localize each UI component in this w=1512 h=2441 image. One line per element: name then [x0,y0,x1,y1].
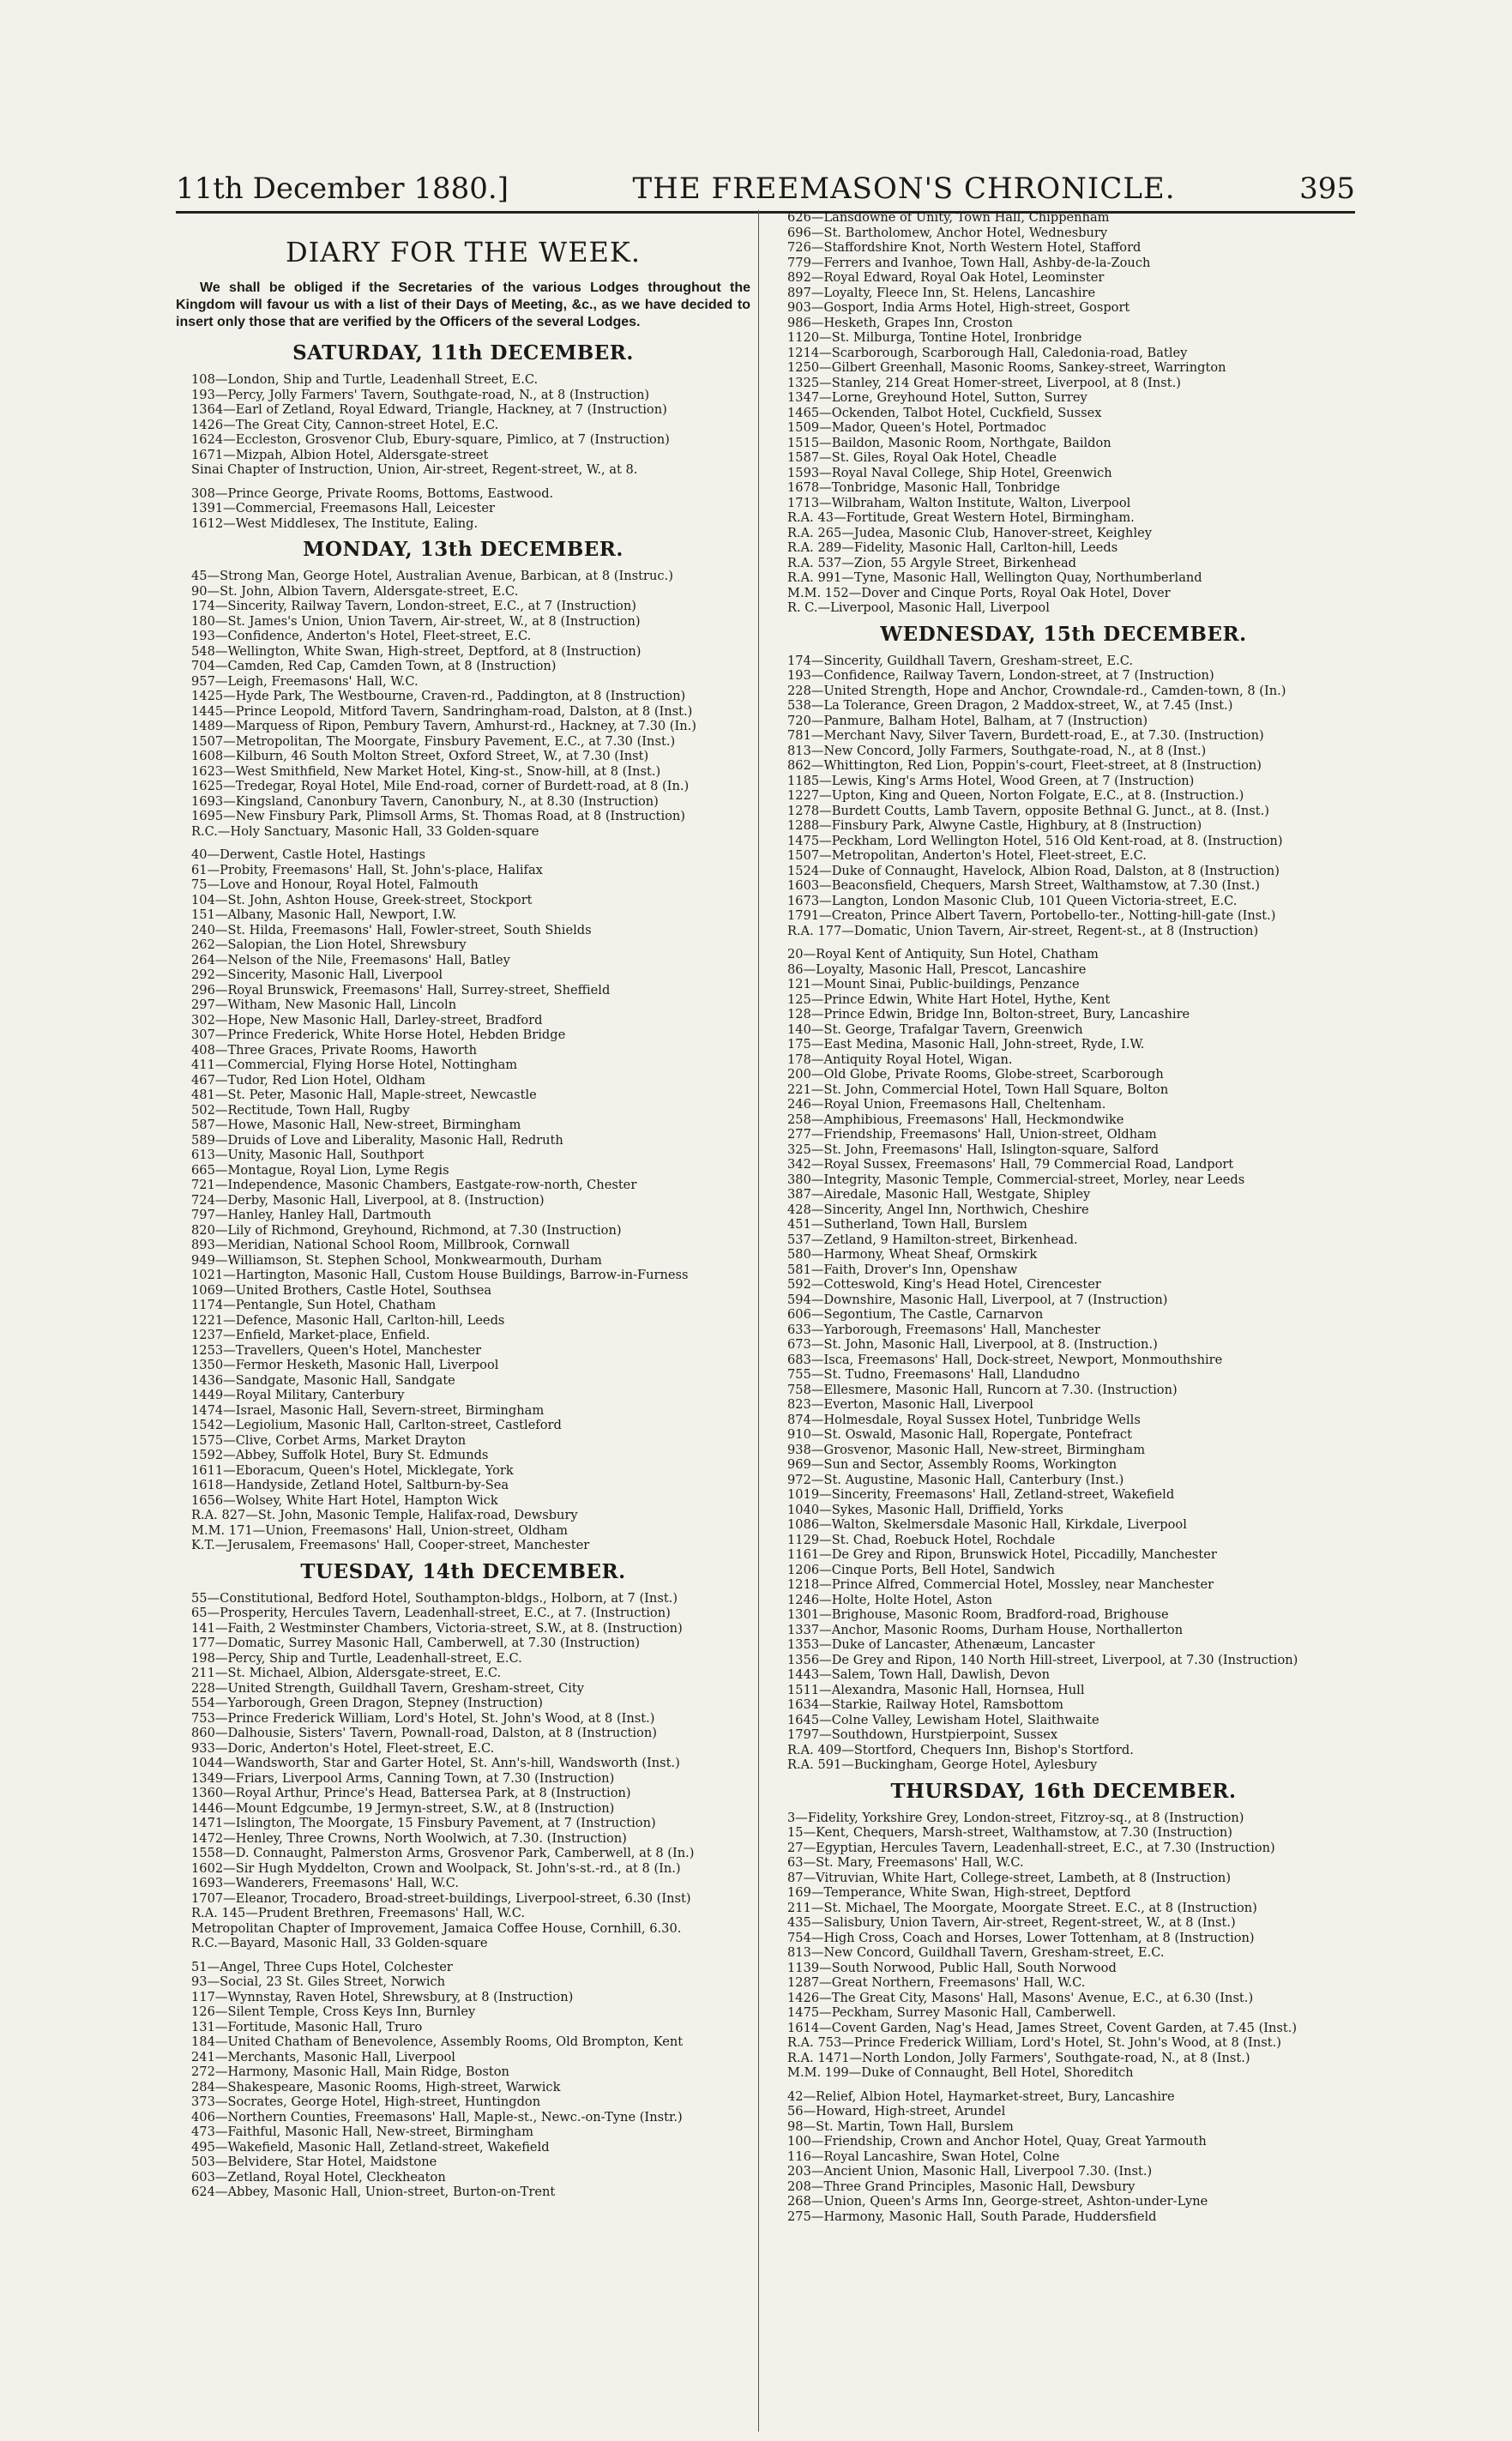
lodge-entry: 121—Mount Sinai, Public-buildings, Penzance [787,977,1080,991]
lodge-entry: 200—Old Globe, Private Rooms, Globe-street, Scarborough [787,1067,1164,1082]
lodge-entry: 481—St. Peter, Masonic Hall, Maple-street, Newcastle [191,1088,537,1102]
lodge-entry: R.A. 827—St. John, Masonic Temple, Halifax-road, Dewsbury [191,1508,578,1522]
lodge-entry: 1288—Finsbury Park, Alwyne Castle, Highbury, at 8 (Instruction) [787,818,1202,833]
lodge-entry: 1425—Hyde Park, The Westbourne, Craven-rd., Paddington, at 8 (Instruction) [191,689,686,703]
lodge-entry: 126—Silent Temple, Cross Keys Inn, Burnley [191,2004,476,2019]
lodge-entry: 1250—Gilbert Greenhall, Masonic Rooms, Sankey-street, Warrington [787,360,1226,375]
lodge-entry: R. C.—Liverpool, Masonic Hall, Liverpool [787,600,1050,615]
lodge-entry: 308—Prince George, Private Rooms, Bottoms, Eastwood. [191,485,554,501]
lodge-list [176,372,750,478]
lodge-entry: K.T.—Jerusalem, Freemasons' Hall, Cooper-street, Manchester [191,1538,590,1552]
lodge-entry: 1446—Mount Edgcumbe, 19 Jermyn-street, S.W., at 8 (Instruction) [191,1800,615,1816]
lodge-entry: 726—Staffordshire Knot, North Western Hotel, Stafford [787,240,1142,255]
lodge-entry: 781—Merchant Navy, Silver Tavern, Burdett-road, E., at 7.30. (Instruction) [787,728,1264,743]
lodge-entry: 1019—Sincerity, Freemasons' Hall, Zetland-street, Wakefield [787,1487,1175,1502]
lodge-entry: 933—Doric, Anderton's Hotel, Fleet-street, E.C. [191,1740,495,1756]
day-heading-tuesday: TUESDAY, 14th DECEMBER. [300,1559,626,1583]
lodge-entry: Metropolitan Chapter of Improvement, Jamaica Coffee House, Cornhill, 6.30. [191,1920,682,1936]
lodge-entry: 897—Loyalty, Fleece Inn, St. Helens, Lancashire [787,285,1096,300]
lodge-entry: 151—Albany, Masonic Hall, Newport, I.W. [191,907,457,922]
lodge-entry: 1791—Creaton, Prince Albert Tavern, Portobello-ter., Notting-hill-gate (Inst.) [787,908,1276,923]
lodge-entry: R.A. 753—Prince Frederick William, Lord's Hotel, St. John's Wood, at 8 (Inst.) [787,2035,1281,2050]
lodge-entry: 435—Salisbury, Union Tavern, Air-street, Regent-street, W., at 8 (Inst.) [787,1915,1236,1930]
lodge-entry: 406—Northern Counties, Freemasons' Hall, Maple-st., Newc.-on-Tyne (Instr.) [191,2109,683,2125]
lodge-entry: 1325—Stanley, 214 Great Homer-street, Liverpool, at 8 (Inst.) [787,375,1181,390]
lodge-entry: R.A. 409—Stortford, Chequers Inn, Bishop's Stortford. [787,1742,1134,1757]
lodge-list [772,2089,1355,2225]
lodge-entry: 297—Witham, New Masonic Hall, Lincoln [191,997,457,1012]
lodge-entry: 1673—Langton, London Masonic Club, 101 Queen Victoria-street, E.C. [787,893,1238,908]
lodge-entry: 140—St. George, Trafalgar Tavern, Greenwich [787,1022,1083,1037]
lodge-entry: 860—Dalhousie, Sisters' Tavern, Pownall-road, Dalston, at 8 (Instruction) [191,1726,657,1740]
lodge-entry: 1445—Prince Leopold, Mitford Tavern, Sandringham-road, Dalston, at 8 (Inst.) [191,703,693,719]
lodge-entry: 1608—Kilburn, 46 South Molton Street, Oxford Street, W., at 7.30 (Inst) [191,749,649,763]
lodge-entry: 1044—Wandsworth, Star and Garter Hotel, St. Ann's-hill, Wandsworth (Inst.) [191,1756,680,1770]
lodge-entry: 184—United Chatham of Benevolence, Assembly Rooms, Old Brompton, Kent [191,2034,684,2049]
lodge-entry: 538—La Tolerance, Green Dragon, 2 Maddox-street, W., at 7.45 (Inst.) [787,698,1233,713]
lodge-entry: 1465—Ockenden, Talbot Hotel, Cuckfield, Sussex [787,405,1102,420]
lodge-entry: 1185—Lewis, King's Arms Hotel, Wood Green, at 7 (Instruction) [787,773,1195,788]
lodge-entry: 755—St. Tudno, Freemasons' Hall, Llandudno [787,1367,1081,1382]
lodge-entry: 1356—De Grey and Ripon, 140 North Hill-street, Liverpool, at 7.30 (Instruction) [787,1652,1298,1667]
lodge-entry: 1471—Islington, The Moorgate, 15 Finsbury Pavement, at 7 (Instruction) [191,1816,656,1830]
diary-intro: We shall be obliged if the Secretaries of the various Lodges throughout the Kingdom will favour us with a list of their Days of Meeting, &c., as we have decided to insert only those that are verified by the Officers of the several Lodges. [176,280,750,329]
lodge-entry: 1623—West Smithfield, New Market Hotel, King-st., Snow-hill, at 8 (Inst.) [191,763,661,779]
day-heading-thursday: THURSDAY, 16th DECEMBER. [890,1779,1237,1803]
lodge-entry: 87—Vitruvian, White Hart, College-street, Lambeth, at 8 (Instruction) [787,1870,1232,1885]
lodge-entry: 272—Harmony, Masonic Hall, Main Ridge, Boston [191,2064,509,2079]
lodge-entry: 1524—Duke of Connaught, Havelock, Albion Road, Dalston, at 8 (Instruction) [787,863,1280,878]
lodge-entry: 1575—Clive, Corbet Arms, Market Drayton [191,1432,467,1448]
lodge-entry: 1349—Friars, Liverpool Arms, Canning Town, at 7.30 (Instruction) [191,1770,615,1786]
lodge-entry: 606—Segontium, The Castle, Carnarvon [787,1307,1044,1322]
saturday-entries [176,372,750,531]
lodge-entry: 411—Commercial, Flying Horse Hotel, Nottingham [191,1058,518,1072]
lodge-entry: 90—St. John, Albion Tavern, Aldersgate-street, E.C. [191,583,519,599]
lodge-entry: 292—Sincerity, Masonic Hall, Liverpool [191,967,443,982]
lodge-entry: 104—St. John, Ashton House, Greek-street, Stockport [191,892,533,907]
lodge-entry: 813—New Concord, Guildhall Tavern, Gresham-street, E.C. [787,1945,1165,1960]
publication-title: THE FREEMASON'S CHRONICLE. [632,172,1176,206]
lodge-entry: 1253—Travellers, Queen's Hotel, Manchester [191,1342,482,1358]
lodge-entry: 473—Faithful, Masonic Hall, New-street, Birmingham [191,2125,533,2139]
lodge-entry: 862—Whittington, Red Lion, Poppin's-court, Fleet-street, at 8 (Instruction) [787,758,1262,773]
lodge-list [772,654,1355,939]
lodge-entry: 589—Druids of Love and Liberality, Masonic Hall, Redruth [191,1132,563,1148]
lodge-entry: 1353—Duke of Lancaster, Athenæum, Lancaster [787,1637,1095,1652]
lodge-entry: 108—London, Ship and Turtle, Leadenhall Street, E.C. [191,372,539,387]
lodge-entry: 721—Independence, Masonic Chambers, Eastgate-row-north, Chester [191,1178,637,1192]
lodge-entry: 580—Harmony, Wheat Sheaf, Ormskirk [787,1247,1038,1262]
lodge-entry: 633—Yarborough, Freemasons' Hall, Manchester [787,1322,1100,1337]
lodge-entry: 63—St. Mary, Freemasons' Hall, W.C. [787,1855,1024,1870]
lodge-entry: 626—Lansdowne of Unity, Town Hall, Chippenham [787,210,1110,225]
lodge-entry: 1558—D. Connaught, Palmerston Arms, Grosvenor Park, Camberwell, at 8 (In.) [191,1846,695,1860]
lodge-entry: 724—Derby, Masonic Hall, Liverpool, at 8. (Instruction) [191,1192,545,1208]
lodge-entry: 696—St. Bartholomew, Anchor Hotel, Wednesbury [787,225,1108,240]
lodge-entry: 1161—De Grey and Ripon, Brunswick Hotel, Piccadilly, Manchester [787,1547,1217,1562]
lodge-entry: 1443—Salem, Town Hall, Dawlish, Devon [787,1667,1050,1682]
lodge-entry: R.A. 177—Domatic, Union Tavern, Air-street, Regent-st., at 8 (Instruction) [787,923,1259,938]
lodge-entry: 180—St. James's Union, Union Tavern, Air-street, W., at 8 (Instruction) [191,613,641,629]
lodge-entry: 193—Percy, Jolly Farmers' Tavern, Southgate-road, N., at 8 (Instruction) [191,387,650,402]
lodge-list [176,569,750,839]
lodge-entry: 1086—Walton, Skelmersdale Masonic Hall, Kirkdale, Liverpool [787,1517,1187,1532]
lodge-entry: 1693—Wanderers, Freemasons' Hall, W.C. [191,1876,460,1890]
lodge-entry: 93—Social, 23 St. Giles Street, Norwich [191,1974,446,1989]
lodge-entry: 65—Prosperity, Hercules Tavern, Leadenhall-street, E.C., at 7. (Instruction) [191,1606,671,1620]
lodge-entry: 704—Camden, Red Cap, Camden Town, at 8 (Instruction) [191,659,557,673]
lodge-entry: 208—Three Grand Principles, Masonic Hall, Dewsbury [787,2179,1136,2194]
lodge-entry: 100—Friendship, Crown and Anchor Hotel, Quay, Great Yarmouth [787,2134,1207,2149]
lodge-entry: 1507—Metropolitan, The Moorgate, Finsbury Pavement, E.C., at 7.30 (Inst.) [191,733,676,749]
lodge-entry: 581—Faith, Drover's Inn, Openshaw [787,1262,1018,1277]
lodge-entry: 221—St. John, Commercial Hotel, Town Hall Square, Bolton [787,1082,1169,1097]
lodge-entry: 969—Sun and Sector, Assembly Rooms, Workington [787,1457,1117,1472]
lodge-entry: 1214—Scarborough, Scarborough Hall, Caledonia-road, Batley [787,345,1188,360]
lodge-entry: 302—Hope, New Masonic Hall, Darley-street, Bradford [191,1012,543,1028]
lodge-entry: 1475—Peckham, Surrey Masonic Hall, Camberwell. [787,2005,1117,2020]
lodge-entry: 1206—Cinque Ports, Bell Hotel, Sandwich [787,1562,1056,1577]
lodge-entry: 325—St. John, Freemasons' Hall, Islington-square, Salford [787,1142,1160,1157]
lodge-entry: 1218—Prince Alfred, Commercial Hotel, Mossley, near Manchester [787,1577,1214,1592]
lodge-entry: 1695—New Finsbury Park, Plimsoll Arms, St. Thomas Road, at 8 (Instruction) [191,809,685,823]
day-heading-wednesday: WEDNESDAY, 15th DECEMBER. [880,622,1247,646]
column-divider [758,210,759,2432]
lodge-entry: 1347—Lorne, Greyhound Hotel, Sutton, Surrey [787,390,1087,405]
lodge-entry: R.C.—Bayard, Masonic Hall, 33 Golden-square [191,1936,488,1950]
lodge-entry: 56—Howard, High-street, Arundel [787,2104,1006,2119]
lodge-entry: 683—Isca, Freemasons' Hall, Dock-street, Newport, Monmouthshire [787,1352,1223,1367]
lodge-entry: 910—St. Oswald, Masonic Hall, Ropergate, Pontefract [787,1427,1132,1442]
lodge-entry: 548—Wellington, White Swan, High-street, Deptford, at 8 (Instruction) [191,643,642,659]
lodge-entry: 175—East Medina, Masonic Hall, John-street, Ryde, I.W. [787,1037,1145,1052]
lodge-entry: 174—Sincerity, Guildhall Tavern, Gresham-street, E.C. [787,653,1134,668]
lodge-entry: 86—Loyalty, Masonic Hall, Prescot, Lancashire [787,961,1087,977]
lodge-entry: 554—Yarborough, Green Dragon, Stepney (Instruction) [191,1696,543,1710]
lodge-entry: 451—Sutherland, Town Hall, Burslem [787,1217,1027,1232]
lodge-entry: 1391—Commercial, Freemasons Hall, Leicester [191,501,495,515]
lodge-entry: 241—Merchants, Masonic Hall, Liverpool [191,2049,455,2064]
lodge-entry: 797—Hanley, Hanley Hall, Dartmouth [191,1208,431,1222]
lodge-entry: 211—St. Michael, The Moorgate, Moorgate Street. E.C., at 8 (Instruction) [787,1900,1257,1915]
lodge-entry: 537—Zetland, 9 Hamilton-street, Birkenhead. [787,1232,1078,1247]
lodge-entry: 1337—Anchor, Masonic Rooms, Durham House, Northallerton [787,1622,1184,1637]
lodge-entry: 61—Probity, Freemasons' Hall, St. John's-place, Halifax [191,862,543,877]
lodge-entry: 408—Three Graces, Private Rooms, Haworth [191,1042,478,1058]
lodge-entry: 1603—Beaconsfield, Chequers, Marsh Street, Walthamstow, at 7.30 (Inst.) [787,878,1260,893]
lodge-entry: 75—Love and Honour, Royal Hotel, Falmouth [191,877,479,892]
lodge-entry: 1475—Peckham, Lord Wellington Hotel, 516 Old Kent-road, at 8. (Instruction) [787,833,1283,848]
tuesday-entries [176,1591,750,2200]
lodge-entry: 754—High Cross, Coach and Horses, Lower Tottenham, at 8 (Instruction) [787,1930,1255,1945]
lodge-list [176,486,750,532]
lodge-entry: 1515—Baildon, Masonic Room, Northgate, Baildon [787,435,1111,450]
lodge-entry: 1472—Henley, Three Crowns, North Woolwich, at 7.30. (Instruction) [191,1830,627,1846]
tuesday-continued-entries [772,210,1355,616]
lodge-entry: 275—Harmony, Masonic Hall, South Parade, Huddersfield [787,2209,1157,2224]
lodge-entry: 1129—St. Chad, Roebuck Hotel, Rochdale [787,1532,1056,1547]
lodge-entry: 957—Leigh, Freemasons' Hall, W.C. [191,673,419,689]
lodge-entry: R.A. 145—Prudent Brethren, Freemasons' Hall, W.C. [191,1906,525,1920]
lodge-entry: R.A. 1471—North London, Jolly Farmers', Southgate-road, N., at 8 (Inst.) [787,2050,1250,2065]
lodge-entry: 228—United Strength, Hope and Anchor, Crowndale-rd., Camden-town, 8 (In.) [787,683,1286,698]
lodge-entry: 1364—Earl of Zetland, Royal Edward, Triangle, Hackney, at 7 (Instruction) [191,402,667,417]
lodge-entry: 177—Domatic, Surrey Masonic Hall, Camberwell, at 7.30 (Instruction) [191,1636,641,1650]
lodge-entry: 823—Everton, Masonic Hall, Liverpool [787,1397,1033,1412]
lodge-entry: 820—Lily of Richmond, Greyhound, Richmond, at 7.30 (Instruction) [191,1222,622,1238]
page-header [176,154,1355,214]
lodge-entry: 268—Union, Queen's Arms Inn, George-street, Ashton-under-Lyne [787,2194,1208,2209]
lodge-entry: 720—Panmure, Balham Hotel, Balham, at 7 (Instruction) [787,713,1148,728]
lodge-entry: 753—Prince Frederick William, Lord's Hotel, St. John's Wood, at 8 (Inst.) [191,1710,655,1726]
lodge-entry: M.M. 199—Duke of Connaught, Bell Hotel, Shoreditch [787,2065,1134,2080]
lodge-entry: 45—Strong Man, George Hotel, Australian Avenue, Barbican, at 8 (Instruc.) [191,569,673,583]
lodge-list [176,847,750,1553]
lodge-entry: 1678—Tonbridge, Masonic Hall, Tonbridge [787,480,1061,495]
lodge-entry: 1614—Covent Garden, Nag's Head, James Street, Covent Garden, at 7.45 (Inst.) [787,2020,1298,2035]
thursday-entries [772,1811,1355,2225]
lodge-entry: 125—Prince Edwin, White Hart Hotel, Hythe, Kent [787,991,1111,1007]
lodge-entry: 1625—Tredegar, Royal Hotel, Mile End-road, corner of Burdett-road, at 8 (In.) [191,779,690,793]
lodge-list [772,1811,1355,2081]
lodge-entry: 1360—Royal Arthur, Prince's Head, Battersea Park, at 8 (Instruction) [191,1786,631,1800]
lodge-entry: 284—Shakespeare, Masonic Rooms, High-street, Warwick [191,2079,561,2094]
group-gap [176,839,750,847]
lodge-entry: 587—Howe, Masonic Hall, New-street, Birmingham [191,1118,521,1132]
lodge-list [176,1591,750,1951]
lodge-entry: 1227—Upton, King and Queen, Norton Folgate, E.C., at 8. (Instruction.) [787,788,1244,803]
lodge-entry: 1287—Great Northern, Freemasons' Hall, W.C. [787,1975,1086,1990]
lodge-entry: 20—Royal Kent of Antiquity, Sun Hotel, Chatham [787,947,1099,961]
lodge-entry: 98—St. Martin, Town Hall, Burslem [787,2119,1014,2134]
lodge-entry: 1618—Handyside, Zetland Hotel, Saltburn-by-Sea [191,1478,509,1492]
lodge-entry: 1656—Wolsey, White Hart Hotel, Hampton Wick [191,1492,498,1508]
lodge-entry: 1489—Marquess of Ripon, Pembury Tavern, Amhurst-rd., Hackney, at 7.30 (In.) [191,719,696,733]
lodge-entry: 373—Socrates, George Hotel, High-street, Huntingdon [191,2094,541,2109]
lodge-entry: 342—Royal Sussex, Freemasons' Hall, 79 Commercial Road, Landport [787,1157,1234,1172]
lodge-entry: 211—St. Michael, Albion, Aldersgate-street, E.C. [191,1666,502,1680]
lodge-list [772,947,1355,1773]
lodge-entry: 42—Relief, Albion Hotel, Haymarket-street, Bury, Lancashire [787,2088,1175,2104]
lodge-list [772,210,1355,616]
group-gap [772,2081,1355,2089]
lodge-entry: 467—Tudor, Red Lion Hotel, Oldham [191,1072,426,1088]
lodge-entry: 1507—Metropolitan, Anderton's Hotel, Fleet-street, E.C. [787,848,1147,863]
lodge-entry: 1237—Enfield, Market-place, Enfield. [191,1328,431,1342]
lodge-list [176,1960,750,2200]
lodge-entry: 603—Zetland, Royal Hotel, Cleckheaton [191,2169,446,2185]
lodge-entry: 1174—Pentangle, Sun Hotel, Chatham [191,1298,437,1312]
day-heading-saturday: SATURDAY, 11th DECEMBER. [292,341,634,365]
monday-entries [176,569,750,1553]
lodge-entry: 594—Downshire, Masonic Hall, Liverpool, at 7 (Instruction) [787,1292,1168,1307]
lodge-entry: R.A. 991—Tyne, Masonic Hall, Wellington Quay, Northumberland [787,570,1202,585]
lodge-entry: 1120—St. Milburga, Tontine Hotel, Ironbridge [787,330,1082,345]
lodge-entry: 169—Temperance, White Swan, High-street, Deptford [787,1885,1131,1900]
lodge-entry: 228—United Strength, Guildhall Tavern, Gresham-street, City [191,1680,585,1696]
lodge-entry: 938—Grosvenor, Masonic Hall, New-street, Birmingham [787,1442,1146,1457]
lodge-entry: 198—Percy, Ship and Turtle, Leadenhall-street, E.C. [191,1650,522,1666]
lodge-entry: 1426—The Great City, Masons' Hall, Masons' Avenue, E.C., at 6.30 (Inst.) [787,1990,1254,2005]
lodge-entry: 296—Royal Brunswick, Freemasons' Hall, Surrey-street, Sheffield [191,982,611,997]
lodge-entry: 1671—Mizpah, Albion Hotel, Aldersgate-street [191,447,489,462]
lodge-entry: 55—Constitutional, Bedford Hotel, Southampton-bldgs., Holborn, at 7 (Inst.) [191,1590,678,1606]
group-gap [176,478,750,486]
lodge-entry: 892—Royal Edward, Royal Oak Hotel, Leominster [787,270,1105,285]
issue-date: 11th December 1880.] [176,172,509,206]
lodge-entry: 246—Royal Union, Freemasons Hall, Cheltenham. [787,1097,1106,1112]
lodge-entry: 893—Meridian, National School Room, Millbrook, Cornwall [191,1238,570,1252]
lodge-entry: 387—Airedale, Masonic Hall, Westgate, Shipley [787,1187,1091,1202]
lodge-entry: 203—Ancient Union, Masonic Hall, Liverpool 7.30. (Inst.) [787,2164,1153,2179]
lodge-entry: 502—Rectitude, Town Hall, Rugby [191,1102,410,1118]
lodge-entry: M.M. 152—Dover and Cinque Ports, Royal Oak Hotel, Dover [787,585,1171,600]
lodge-entry: 1587—St. Giles, Royal Oak Hotel, Cheadle [787,450,1057,465]
page-number: 395 [1299,172,1355,206]
lodge-entry: 51—Angel, Three Cups Hotel, Colchester [191,1959,453,1974]
lodge-entry: 1246—Holte, Holte Hotel, Aston [787,1592,993,1607]
lodge-entry: 141—Faith, 2 Westminster Chambers, Victoria-street, S.W., at 8. (Instruction) [191,1620,683,1636]
lodge-entry: 3—Fidelity, Yorkshire Grey, London-street, Fitzroy-sq., at 8 (Instruction) [787,1810,1244,1825]
lodge-entry: 1602—Sir Hugh Myddelton, Crown and Woolpack, St. John's-st.-rd., at 8 (In.) [191,1860,681,1876]
lodge-entry: 1713—Wilbraham, Walton Institute, Walton, Liverpool [787,495,1131,510]
group-gap [772,938,1355,947]
lodge-entry: 1634—Starkie, Railway Hotel, Ramsbottom [787,1697,1063,1712]
lodge-entry: 40—Derwent, Castle Hotel, Hastings [191,847,425,862]
lodge-entry: 193—Confidence, Anderton's Hotel, Fleet-street, E.C. [191,629,532,643]
lodge-entry: 1797—Southdown, Hurstpierpoint, Sussex [787,1727,1058,1742]
lodge-entry: 1592—Abbey, Suffolk Hotel, Bury St. Edmunds [191,1448,489,1462]
lodge-entry: 1139—South Norwood, Public Hall, South Norwood [787,1960,1117,1975]
lodge-entry: Sinai Chapter of Instruction, Union, Air-street, Regent-street, W., at 8. [191,462,638,477]
lodge-entry: R.A. 265—Judea, Masonic Club, Hanover-street, Keighley [787,525,1153,540]
lodge-entry: R.A. 289—Fidelity, Masonic Hall, Carlton-hill, Leeds [787,540,1118,555]
lodge-entry: 986—Hesketh, Grapes Inn, Croston [787,315,1014,330]
lodge-entry: 1474—Israel, Masonic Hall, Severn-street, Birmingham [191,1402,545,1418]
lodge-entry: 1426—The Great City, Cannon-street Hotel, E.C. [191,417,499,432]
lodge-entry: 15—Kent, Chequers, Marsh-street, Walthamstow, at 7.30 (Instruction) [787,1825,1232,1840]
lodge-entry: 779—Ferrers and Ivanhoe, Town Hall, Ashby-de-la-Zouch [787,255,1151,270]
lodge-entry: 1693—Kingsland, Canonbury Tavern, Canonbury, N., at 8.30 (Instruction) [191,793,659,809]
lodge-entry: 1436—Sandgate, Masonic Hall, Sandgate [191,1372,455,1388]
lodge-entry: 262—Salopian, the Lion Hotel, Shrewsbury [191,937,467,952]
lodge-entry: 277—Friendship, Freemasons' Hall, Union-street, Oldham [787,1127,1157,1142]
lodge-entry: 758—Ellesmere, Masonic Hall, Runcorn at 7.30. (Instruction) [787,1382,1178,1397]
lodge-entry: 1278—Burdett Coutts, Lamb Tavern, opposite Bethnal G. Junct., at 8. (Inst.) [787,803,1269,818]
wednesday-entries [772,654,1355,1773]
lodge-entry: 495—Wakefield, Masonic Hall, Zetland-street, Wakefield [191,2139,550,2155]
lodge-entry: 27—Egyptian, Hercules Tavern, Leadenhall-street, E.C., at 7.30 (Instruction) [787,1840,1275,1855]
lodge-entry: 193—Confidence, Railway Tavern, London-street, at 7 (Instruction) [787,668,1214,683]
lodge-entry: 258—Amphibious, Freemasons' Hall, Heckmondwike [787,1112,1124,1127]
lodge-entry: 1707—Eleanor, Trocadero, Broad-street-buildings, Liverpool-street, 6.30 (Inst) [191,1890,691,1906]
lodge-entry: 116—Royal Lancashire, Swan Hotel, Colne [787,2149,1060,2164]
left-column [176,230,750,2426]
lodge-entry: 1611—Eboracum, Queen's Hotel, Micklegate, York [191,1462,514,1478]
lodge-entry: 117—Wynnstay, Raven Hotel, Shrewsbury, at 8 (Instruction) [191,1989,574,2004]
lodge-entry: 1542—Legiolium, Masonic Hall, Carlton-street, Castleford [191,1418,562,1432]
lodge-entry: R.A. 537—Zion, 55 Argyle Street, Birkenhead [787,555,1076,570]
lodge-entry: M.M. 171—Union, Freemasons' Hall, Union-street, Oldham [191,1522,568,1538]
lodge-entry: 1509—Mador, Queen's Hotel, Portmadoc [787,420,1046,435]
lodge-entry: 128—Prince Edwin, Bridge Inn, Bolton-street, Bury, Lancashire [787,1007,1190,1022]
lodge-entry: 264—Nelson of the Nile, Freemasons' Hall, Batley [191,952,510,967]
lodge-entry: 613—Unity, Masonic Hall, Southport [191,1148,425,1162]
lodge-entry: 503—Belvidere, Star Hotel, Maidstone [191,2155,437,2169]
lodge-entry: 592—Cotteswold, King's Head Hotel, Cirencester [787,1277,1101,1292]
lodge-entry: R.A. 43—Fortitude, Great Western Hotel, Birmingham. [787,510,1135,525]
lodge-entry: 673—St. John, Masonic Hall, Liverpool, at 8. (Instruction.) [787,1337,1158,1352]
lodge-entry: 1069—United Brothers, Castle Hotel, Southsea [191,1282,492,1298]
group-gap [176,1951,750,1960]
lodge-entry: R.C.—Holy Sanctuary, Masonic Hall, 33 Golden-square [191,823,539,839]
lodge-entry: 665—Montague, Royal Lion, Lyme Regis [191,1162,449,1178]
lodge-entry: 624—Abbey, Masonic Hall, Union-street, Burton-on-Trent [191,2185,556,2199]
lodge-entry: 1624—Eccleston, Grosvenor Club, Ebury-square, Pimlico, at 7 (Instruction) [191,432,670,447]
lodge-entry: 178—Antiquity Royal Hotel, Wigan. [787,1052,1013,1067]
lodge-entry: R.A. 591—Buckingham, George Hotel, Aylesbury [787,1757,1098,1772]
lodge-entry: 1301—Brighouse, Masonic Room, Bradford-road, Brighouse [787,1607,1169,1622]
lodge-entry: 380—Integrity, Masonic Temple, Commercial-street, Morley, near Leeds [787,1172,1245,1187]
lodge-entry: 949—Williamson, St. Stephen School, Monkwearmouth, Durham [191,1252,602,1268]
lodge-entry: 174—Sincerity, Railway Tavern, London-street, E.C., at 7 (Instruction) [191,599,636,613]
lodge-entry: 307—Prince Frederick, White Horse Hotel, Hebden Bridge [191,1028,566,1042]
lodge-entry: 972—St. Augustine, Masonic Hall, Canterbury (Inst.) [787,1472,1124,1487]
day-heading-monday: MONDAY, 13th DECEMBER. [303,538,623,561]
lodge-entry: 1449—Royal Military, Canterbury [191,1388,405,1402]
lodge-entry: 1021—Hartington, Masonic Hall, Custom House Buildings, Barrow-in-Furness [191,1268,689,1282]
lodge-entry: 903—Gosport, India Arms Hotel, High-street, Gosport [787,300,1130,315]
lodge-entry: 1645—Colne Valley, Lewisham Hotel, Slaithwaite [787,1712,1099,1727]
lodge-entry: 1350—Fermor Hesketh, Masonic Hall, Liverpool [191,1358,499,1372]
lodge-entry: 131—Fortitude, Masonic Hall, Truro [191,2019,423,2034]
lodge-entry: 428—Sincerity, Angel Inn, Northwich, Cheshire [787,1202,1089,1217]
lodge-entry: 1612—West Middlesex, The Institute, Ealing. [191,515,479,531]
lodge-entry: 874—Holmesdale, Royal Sussex Hotel, Tunbridge Wells [787,1412,1141,1427]
diary-title: DIARY FOR THE WEEK. [286,236,641,268]
lodge-entry: 1593—Royal Naval College, Ship Hotel, Greenwich [787,465,1112,480]
lodge-entry: 240—St. Hilda, Freemasons' Hall, Fowler-street, South Shields [191,922,592,937]
lodge-entry: 1040—Sykes, Masonic Hall, Driffield, Yorks [787,1502,1063,1517]
right-column [772,210,1355,2427]
lodge-entry: 813—New Concord, Jolly Farmers, Southgate-road, N., at 8 (Inst.) [787,743,1207,758]
lodge-entry: 1221—Defence, Masonic Hall, Carlton-hill, Leeds [191,1312,505,1328]
lodge-entry: 1511—Alexandra, Masonic Hall, Hornsea, Hull [787,1682,1085,1697]
